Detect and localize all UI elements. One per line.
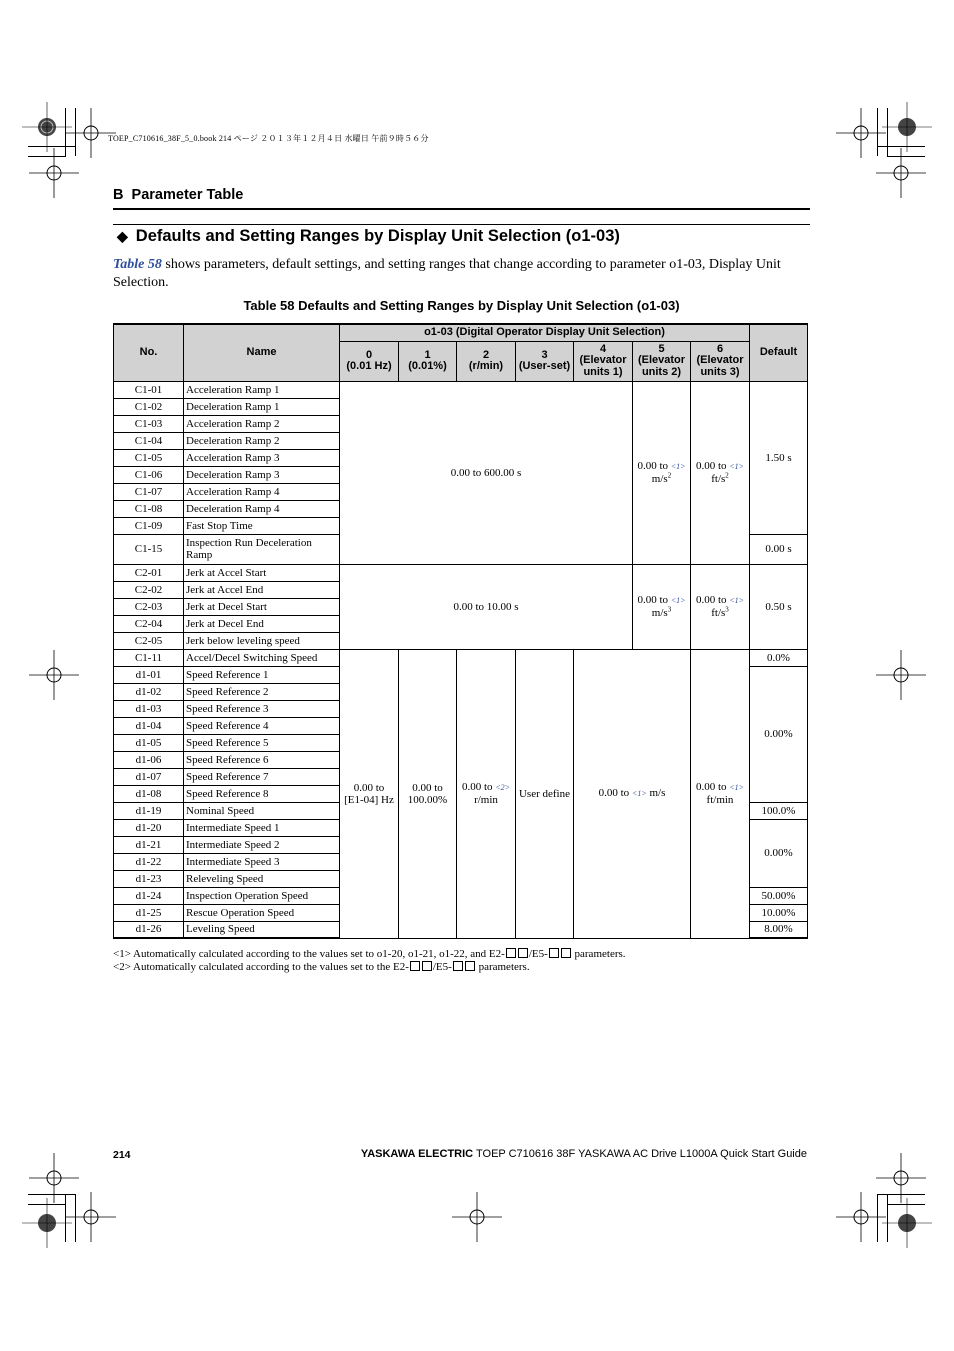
- param-name: Jerk at Accel Start: [184, 564, 340, 581]
- table-row: [114, 564, 808, 581]
- jerk-unit-6: 0.00 to <1> $ft/s^3$: [691, 564, 750, 649]
- ramp-range: 0.00 to 600.00 s: [340, 381, 633, 564]
- param-name: Speed Reference 8: [184, 785, 340, 802]
- param-no: C1-05: [114, 449, 184, 466]
- header-rule: [113, 208, 810, 210]
- param-name: Speed Reference 7: [184, 768, 340, 785]
- param-no: C1-08: [114, 500, 184, 517]
- param-no: d1-21: [114, 836, 184, 853]
- param-name: Inspection Operation Speed: [184, 887, 340, 904]
- footnote-1: <1> Automatically calculated according to the values set to o1-20, o1-21, o1-22, and E2- /E5- parameters.: [113, 948, 626, 960]
- param-name: Intermediate Speed 3: [184, 853, 340, 870]
- table-reference-link[interactable]: Table 58: [113, 257, 162, 272]
- param-no: C2-01: [114, 564, 184, 581]
- param-name: Speed Reference 3: [184, 700, 340, 717]
- d1-19-default: 100.0%: [750, 802, 808, 819]
- param-no: C1-03: [114, 415, 184, 432]
- registration-icon: [66, 1192, 116, 1242]
- box-icon: [410, 961, 420, 971]
- param-no: C1-09: [114, 517, 184, 534]
- param-name: Accel/Decel Switching Speed: [184, 649, 340, 666]
- header-unit-4: 4 (Elevator units 1): [574, 341, 633, 381]
- param-no: C2-05: [114, 632, 184, 649]
- box-icon: [549, 948, 559, 958]
- footnote-2: <2> Automatically calculated according to the values set to the E2- /E5- parameters.: [113, 960, 530, 973]
- param-name: Intermediate Speed 2: [184, 836, 340, 853]
- speed-unit-0: 0.00 to [E1-04] Hz: [340, 649, 399, 938]
- jerk-default: 0.50 s: [750, 564, 808, 649]
- section-title: Parameter Table: [131, 187, 244, 203]
- ramp-unit-5: 0.00 to <1> $m/s^2$: [633, 381, 691, 564]
- header-no: No.: [114, 324, 184, 381]
- param-no: C1-06: [114, 466, 184, 483]
- jerk-unit-5: 0.00 to <1> $m/s^3$: [633, 564, 691, 649]
- param-name: Nominal Speed: [184, 802, 340, 819]
- ramp-unit-6: 0.00 to <1> $ft/s^2$: [691, 381, 750, 564]
- box-icon: [561, 948, 571, 958]
- param-no: d1-07: [114, 768, 184, 785]
- speed-unit-2: 0.00 to <2> r/min: [457, 649, 516, 938]
- box-icon: [422, 961, 432, 971]
- param-no: C1-11: [114, 649, 184, 666]
- speed-unit-1: 0.00 to 100.00%: [399, 649, 457, 938]
- param-name: Deceleration Ramp 4: [184, 500, 340, 517]
- ramp-default: 1.50 s: [750, 381, 808, 534]
- header-unit-0: 0 (0.01 Hz): [340, 341, 399, 381]
- speed-unit-3: User define: [516, 649, 574, 938]
- table-footnotes: [113, 948, 626, 973]
- c1-15-default: 0.00 s: [750, 534, 808, 564]
- param-name: Speed Reference 6: [184, 751, 340, 768]
- print-job-info: TOEP_C710616_38F_5_0.book 214 ページ ２０１３年１２月４日 水曜日 午前９時５６分: [108, 134, 429, 143]
- page-number: 214: [113, 1149, 131, 1161]
- crosshair-icon: [882, 102, 932, 152]
- param-name: Speed Reference 4: [184, 717, 340, 734]
- param-name: Releveling Speed: [184, 870, 340, 887]
- param-no: C2-03: [114, 598, 184, 615]
- header-unit-6: 6 (Elevator units 3): [691, 341, 750, 381]
- speed-unit-4-5: 0.00 to <1> m/s: [574, 649, 691, 938]
- registration-icon: [836, 1192, 886, 1242]
- speed-unit-6: 0.00 to <1> ft/min: [691, 649, 750, 938]
- param-no: d1-03: [114, 700, 184, 717]
- param-name: Acceleration Ramp 3: [184, 449, 340, 466]
- param-name: Jerk at Decel End: [184, 615, 340, 632]
- param-no: d1-22: [114, 853, 184, 870]
- box-icon: [518, 948, 528, 958]
- c1-11-default: 0.0%: [750, 649, 808, 666]
- param-name: Speed Reference 1: [184, 666, 340, 683]
- d1-24-default: 50.00%: [750, 887, 808, 904]
- d1-25-default: 10.00%: [750, 904, 808, 921]
- table-row: [114, 649, 808, 666]
- param-no: d1-19: [114, 802, 184, 819]
- param-name: Deceleration Ramp 1: [184, 398, 340, 415]
- header-default: Default: [750, 324, 808, 381]
- param-no: C1-04: [114, 432, 184, 449]
- param-name: Intermediate Speed 1: [184, 819, 340, 836]
- header-unit-2: 2 (r/min): [457, 341, 516, 381]
- table-row: [114, 381, 808, 398]
- param-name: Deceleration Ramp 2: [184, 432, 340, 449]
- d1-26-default: 8.00%: [750, 921, 808, 938]
- param-name: Jerk below leveling speed: [184, 632, 340, 649]
- param-name: Jerk at Decel Start: [184, 598, 340, 615]
- param-no: d1-02: [114, 683, 184, 700]
- header-unit-3: 3 (User-set): [516, 341, 574, 381]
- param-no: d1-06: [114, 751, 184, 768]
- header-unit-1: 1 (0.01%): [399, 341, 457, 381]
- box-icon: [453, 961, 463, 971]
- jerk-range: 0.00 to 10.00 s: [340, 564, 633, 649]
- d1-01-08-default: 0.00%: [750, 666, 808, 802]
- section-letter: B: [113, 187, 124, 203]
- param-name: Deceleration Ramp 3: [184, 466, 340, 483]
- box-icon: [465, 961, 475, 971]
- param-name: Fast Stop Time: [184, 517, 340, 534]
- intro-text: shows parameters, default settings, and setting ranges that change according to parameter o1-03, Display Unit Selection.: [113, 257, 781, 290]
- param-no: C1-01: [114, 381, 184, 398]
- table-caption: Table 58 Defaults and Setting Ranges by Display Unit Selection (o1-03): [243, 298, 680, 313]
- diamond-icon: ◆: [117, 228, 128, 244]
- param-name: Leveling Speed: [184, 921, 340, 938]
- registration-icon: [29, 650, 79, 700]
- param-name: Jerk at Accel End: [184, 581, 340, 598]
- param-no: d1-01: [114, 666, 184, 683]
- header-o1-03-group: o1-03 (Digital Operator Display Unit Selection): [340, 324, 750, 341]
- parameter-table: [113, 323, 808, 939]
- registration-icon: [876, 650, 926, 700]
- param-no: C2-02: [114, 581, 184, 598]
- param-name: Inspection Run Deceleration Ramp: [184, 534, 340, 564]
- heading-text: Defaults and Setting Ranges by Display Unit Selection (o1-03): [135, 227, 620, 245]
- header-name: Name: [184, 324, 340, 381]
- footer-doc-title: TOEP C710616 38F YASKAWA AC Drive L1000A Quick Start Guide: [473, 1148, 807, 1160]
- registration-icon: [452, 1192, 502, 1242]
- intro-paragraph: [113, 256, 813, 291]
- footer-brand: YASKAWA ELECTRIC: [360, 1148, 474, 1160]
- param-no: d1-24: [114, 887, 184, 904]
- param-no: C1-07: [114, 483, 184, 500]
- heading-rule: [113, 224, 810, 225]
- param-no: C1-02: [114, 398, 184, 415]
- param-no: d1-05: [114, 734, 184, 751]
- param-no: d1-23: [114, 870, 184, 887]
- crosshair-icon: [882, 1198, 932, 1248]
- page-heading: [117, 227, 620, 246]
- param-no: d1-25: [114, 904, 184, 921]
- param-no: C2-04: [114, 615, 184, 632]
- param-name: Speed Reference 5: [184, 734, 340, 751]
- param-name: Acceleration Ramp 2: [184, 415, 340, 432]
- param-name: Acceleration Ramp 4: [184, 483, 340, 500]
- box-icon: [506, 948, 516, 958]
- param-no: d1-04: [114, 717, 184, 734]
- d1-20-23-default: 0.00%: [750, 819, 808, 887]
- param-no: C1-15: [114, 534, 184, 564]
- param-no: d1-26: [114, 921, 184, 938]
- param-no: d1-08: [114, 785, 184, 802]
- param-no: d1-20: [114, 819, 184, 836]
- section-header: [113, 187, 243, 203]
- param-name: Acceleration Ramp 1: [184, 381, 340, 398]
- header-unit-5: 5 (Elevator units 2): [633, 341, 691, 381]
- param-name: Speed Reference 2: [184, 683, 340, 700]
- footer-doc-info: [361, 1148, 807, 1160]
- param-name: Rescue Operation Speed: [184, 904, 340, 921]
